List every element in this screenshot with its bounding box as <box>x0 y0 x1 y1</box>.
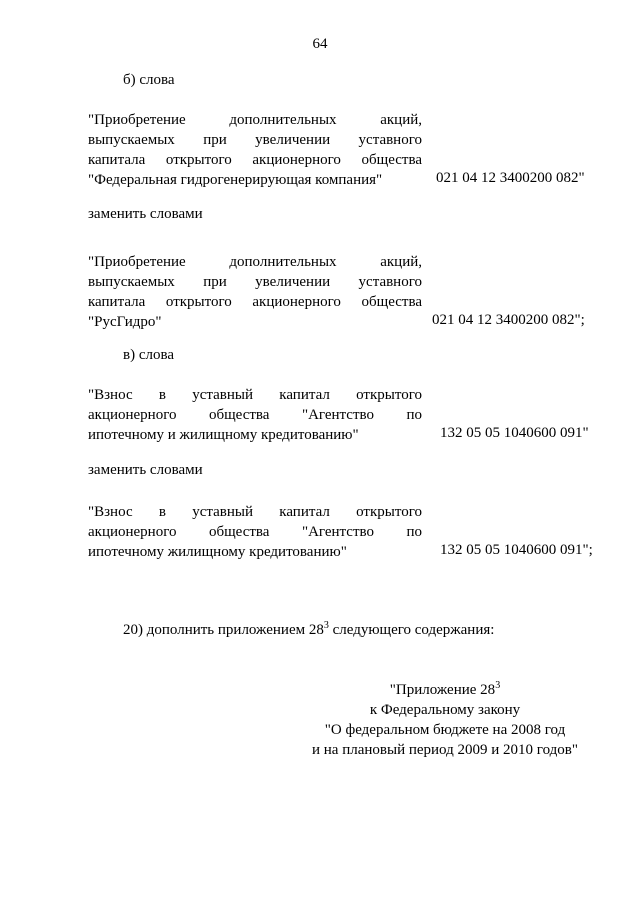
item-20-paragraph <box>123 622 494 639</box>
item-v-old-code: 132 05 05 1040600 091" <box>440 425 589 441</box>
item-b-new-description <box>88 252 422 332</box>
description-line: ипотечному и жилищному кредитованию" <box>88 427 359 443</box>
item-v-replace-label: заменить словами <box>88 462 203 478</box>
appendix-law-title: "О федеральном бюджете на 2008 год <box>324 722 566 738</box>
description-line: "Приобретение дополнительных акций, <box>88 254 422 270</box>
page-number: 64 <box>312 36 328 52</box>
description-line: акционерного общества "Агентство по <box>88 524 422 540</box>
appendix-title <box>300 680 590 700</box>
description-line: "Федеральная гидрогенерирующая компания" <box>88 172 383 188</box>
description-line: капитала открытого акционерного общества <box>88 152 422 168</box>
item-b-old-description <box>88 110 422 190</box>
description-line: ипотечному жилищному кредитованию" <box>88 544 347 560</box>
item-b-old-code: 021 04 12 3400200 082" <box>436 170 585 186</box>
item-v-old-description <box>88 385 422 445</box>
description-line: "Взнос в уставный капитал открытого <box>88 504 422 520</box>
description-line: акционерного общества "Агентство по <box>88 407 422 423</box>
item-20-superscript: 3 <box>323 620 329 631</box>
item-20-text-before: 20) дополнить приложением 28 <box>123 622 324 638</box>
item-v-label: в) слова <box>123 347 175 363</box>
appendix-title-text: "Приложение 28 <box>389 682 496 698</box>
item-20-text-after: следующего содержания: <box>328 622 495 638</box>
item-v-new-code: 132 05 05 1040600 091"; <box>440 542 593 558</box>
appendix-title-superscript: 3 <box>495 680 501 691</box>
description-line: выпускаемых при увеличении уставного <box>88 132 422 148</box>
description-line: "РусГидро" <box>88 314 162 330</box>
description-line: капитала открытого акционерного общества <box>88 294 422 310</box>
item-b-replace-label: заменить словами <box>88 206 203 222</box>
item-v-new-description <box>88 502 422 562</box>
description-line: "Взнос в уставный капитал открытого <box>88 387 422 403</box>
item-b-new-code: 021 04 12 3400200 082"; <box>432 312 585 328</box>
item-b-label: б) слова <box>123 72 175 88</box>
appendix-header <box>300 680 590 760</box>
appendix-law-ref: к Федеральному закону <box>369 702 521 718</box>
description-line: выпускаемых при увеличении уставного <box>88 274 422 290</box>
description-line: "Приобретение дополнительных акций, <box>88 112 422 128</box>
appendix-law-period: и на плановый период 2009 и 2010 годов" <box>312 742 578 758</box>
